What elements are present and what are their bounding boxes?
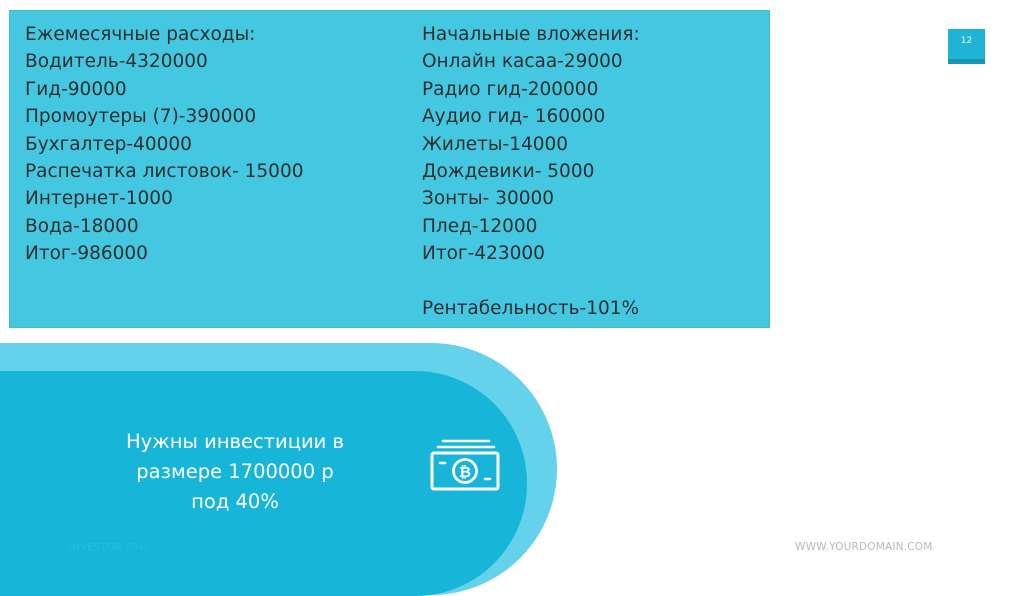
profitability: Рентабельность-101% — [422, 297, 640, 319]
monthly-expenses-title: Ежемесячные расходы: — [25, 24, 256, 45]
expense-line: Гид-90000 — [25, 78, 127, 100]
expense-line: Интернет-1000 — [25, 188, 173, 210]
page-number: 12 — [948, 29, 985, 64]
expense-line: Распечатка листовок- 15000 — [25, 160, 304, 182]
investment-line: Плед-12000 — [422, 215, 538, 237]
footer-brand: INVESTOR PRO — [69, 542, 148, 553]
investments-title: Начальные вложения: — [422, 24, 640, 45]
callout-line: Нужны инвестиции в — [125, 430, 345, 453]
investment-callout — [100, 427, 370, 517]
callout-line: размере 1700000 р — [136, 460, 334, 483]
spacer — [422, 268, 640, 295]
investment-line: Жилеты-14000 — [422, 133, 569, 155]
investment-total: Итог-423000 — [422, 243, 545, 265]
expense-line: Бухгалтер-40000 — [25, 133, 192, 155]
expense-line: Промоутеры (7)-390000 — [25, 106, 257, 128]
expense-line: Вода-18000 — [25, 215, 139, 237]
money-bitcoin-icon — [430, 438, 500, 492]
investment-line: Аудио гид- 160000 — [422, 106, 606, 128]
investment-line: Онлайн касаа-29000 — [422, 51, 623, 73]
expense-total: Итог-986000 — [25, 243, 148, 265]
financials-panel — [10, 11, 769, 327]
svg-text:₿: ₿ — [458, 463, 472, 481]
expense-line: Водитель-4320000 — [25, 51, 208, 73]
footer-domain: WWW.YOURDOMAIN.COM — [795, 541, 933, 553]
investment-line: Зонты- 30000 — [422, 188, 555, 210]
investment-line: Дождевики- 5000 — [422, 160, 595, 182]
investment-line: Радио гид-200000 — [422, 78, 599, 100]
monthly-expenses-column — [25, 21, 304, 268]
callout-line: под 40% — [191, 490, 279, 513]
initial-investments-column — [422, 21, 640, 322]
